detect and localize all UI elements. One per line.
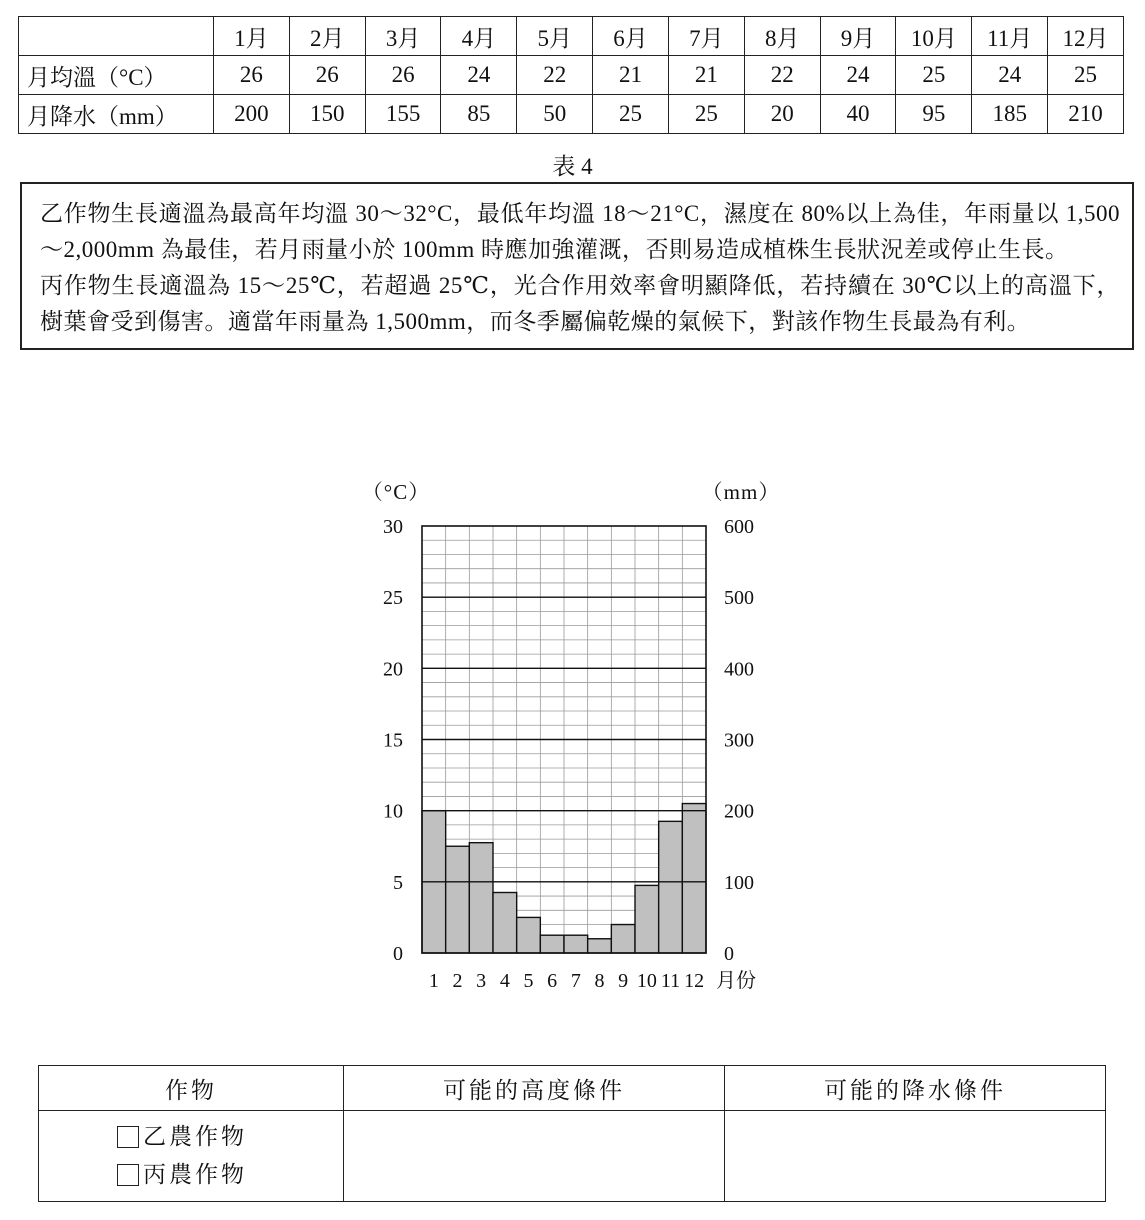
- month-tick-label: 4: [499, 970, 510, 992]
- right-axis-tick-label: 200: [724, 800, 754, 823]
- temperature-cell: 25: [896, 56, 972, 95]
- month-tick-label: 9: [618, 970, 629, 992]
- left-axis-tick-label: 10: [383, 800, 403, 823]
- month-header: 5月: [517, 17, 593, 56]
- temperature-cell: 21: [668, 56, 744, 95]
- crop-column-header: 作物: [39, 1066, 344, 1111]
- precipitation-bar: [611, 925, 635, 953]
- month-tick-label: 7: [570, 970, 581, 992]
- temperature-cell: 22: [744, 56, 820, 95]
- precipitation-bar: [682, 804, 706, 953]
- precipitation-bar: [493, 893, 517, 953]
- left-axis-unit-label: （°C）: [361, 480, 431, 504]
- crop-b-description: 乙作物生長適溫為最高年均溫 30～32°C，最低年均溫 18～21°C，濕度在 80%以上為佳，年雨量以 1,500～2,000mm 為最佳，若月雨量小於 100mm 時應加強灌溉，否則易造成植株生長狀況差或停止生長。: [40, 201, 1120, 262]
- right-axis-tick-label: 300: [724, 729, 754, 752]
- answer-table: [38, 1065, 1106, 1202]
- precipitation-bar: [540, 935, 564, 953]
- right-axis-tick-label: 400: [724, 658, 754, 681]
- precipitation-cell: 40: [820, 95, 896, 134]
- precipitation-row: [19, 95, 1124, 134]
- precipitation-bar: [588, 939, 612, 953]
- right-axis-unit-label: （mm）: [701, 480, 781, 504]
- left-axis-tick-label: 30: [383, 516, 403, 538]
- left-axis-tick-label: 15: [383, 729, 403, 752]
- crop-c-checkbox[interactable]: [117, 1164, 139, 1186]
- crop-c-description: 丙作物生長適溫為 15～25℃，若超過 25℃，光合作用效率會明顯降低，若持續在 30℃以上的高溫下，樹葉會受到傷害。適當年雨量為 1,500mm，而冬季屬偏乾燥的氣候下，對該作物生長最為有利。: [40, 273, 1120, 334]
- temperature-cell: 21: [593, 56, 669, 95]
- precipitation-answer-cell[interactable]: [725, 1111, 1106, 1202]
- month-tick-label: 12: [684, 970, 705, 992]
- precipitation-column-header: 可能的降水條件: [725, 1066, 1106, 1111]
- crop-option-label: 丙農作物: [143, 1162, 247, 1188]
- temperature-cell: 26: [214, 56, 290, 95]
- row-label: 月降水（mm）: [19, 95, 214, 134]
- altitude-answer-cell[interactable]: [344, 1111, 725, 1202]
- precipitation-cell: 155: [365, 95, 441, 134]
- crop-b-checkbox[interactable]: [117, 1126, 139, 1148]
- month-header: 9月: [820, 17, 896, 56]
- crop-option-b: [39, 1118, 343, 1156]
- month-header: 6月: [593, 17, 669, 56]
- altitude-column-header: 可能的高度條件: [344, 1066, 725, 1111]
- month-header: 7月: [668, 17, 744, 56]
- temperature-cell: 24: [972, 56, 1048, 95]
- climate-data-table: [18, 16, 1124, 134]
- right-axis-tick-label: 600: [724, 516, 754, 538]
- crop-option-c: [39, 1156, 343, 1194]
- month-tick-label: 6: [547, 970, 558, 992]
- month-header: 11月: [972, 17, 1048, 56]
- precipitation-cell: 25: [593, 95, 669, 134]
- precipitation-bar: [446, 846, 470, 953]
- precipitation-cell: 50: [517, 95, 593, 134]
- month-tick-label: 1: [428, 970, 439, 992]
- crop-options-cell: [39, 1111, 344, 1202]
- crop-description-box: [20, 182, 1134, 350]
- precipitation-bar: [564, 935, 588, 953]
- month-tick-label: 5: [523, 970, 534, 992]
- table-corner-cell: [19, 17, 214, 56]
- temperature-cell: 26: [365, 56, 441, 95]
- month-header: 2月: [289, 17, 365, 56]
- left-axis-tick-label: 25: [383, 587, 403, 610]
- temperature-row: [19, 56, 1124, 95]
- precipitation-bar: [469, 843, 493, 953]
- right-axis-tick-label: 100: [724, 871, 754, 894]
- right-axis-tick-label: 500: [724, 587, 754, 610]
- month-tick-label: 10: [636, 970, 657, 992]
- precipitation-bar: [659, 821, 683, 953]
- precipitation-cell: 200: [214, 95, 290, 134]
- month-tick-label: 3: [476, 970, 487, 992]
- precipitation-cell: 25: [668, 95, 744, 134]
- month-tick-label: 8: [594, 970, 605, 992]
- month-tick-label: 2: [452, 970, 463, 992]
- crop-option-label: 乙農作物: [143, 1124, 247, 1150]
- month-header: 10月: [896, 17, 972, 56]
- month-header: 8月: [744, 17, 820, 56]
- temperature-cell: 22: [517, 56, 593, 95]
- month-header: 3月: [365, 17, 441, 56]
- precipitation-cell: 185: [972, 95, 1048, 134]
- left-axis-tick-label: 5: [393, 871, 403, 894]
- precipitation-cell: 150: [289, 95, 365, 134]
- x-axis-unit-label: 月份: [716, 970, 756, 992]
- left-axis-tick-label: 20: [383, 658, 403, 681]
- table-header-row: [19, 17, 1124, 56]
- temperature-cell: 25: [1048, 56, 1124, 95]
- precipitation-cell: 85: [441, 95, 517, 134]
- month-header: 4月: [441, 17, 517, 56]
- answer-header-row: [39, 1066, 1106, 1111]
- precipitation-bar: [635, 885, 659, 953]
- month-header: 12月: [1048, 17, 1124, 56]
- temperature-cell: 24: [441, 56, 517, 95]
- month-tick-label: 11: [660, 970, 681, 992]
- temperature-cell: 26: [289, 56, 365, 95]
- precipitation-cell: 95: [896, 95, 972, 134]
- precipitation-cell: 210: [1048, 95, 1124, 134]
- climate-chart: [0, 470, 1145, 1010]
- row-label: 月均溫（°C）: [19, 56, 214, 95]
- precipitation-bar: [517, 917, 541, 953]
- temperature-cell: 24: [820, 56, 896, 95]
- left-axis-tick-label: 0: [393, 943, 403, 965]
- table-caption: 表 4: [552, 154, 593, 179]
- right-axis-tick-label: 0: [724, 943, 734, 965]
- month-header: 1月: [214, 17, 290, 56]
- answer-row: [39, 1111, 1106, 1202]
- precipitation-cell: 20: [744, 95, 820, 134]
